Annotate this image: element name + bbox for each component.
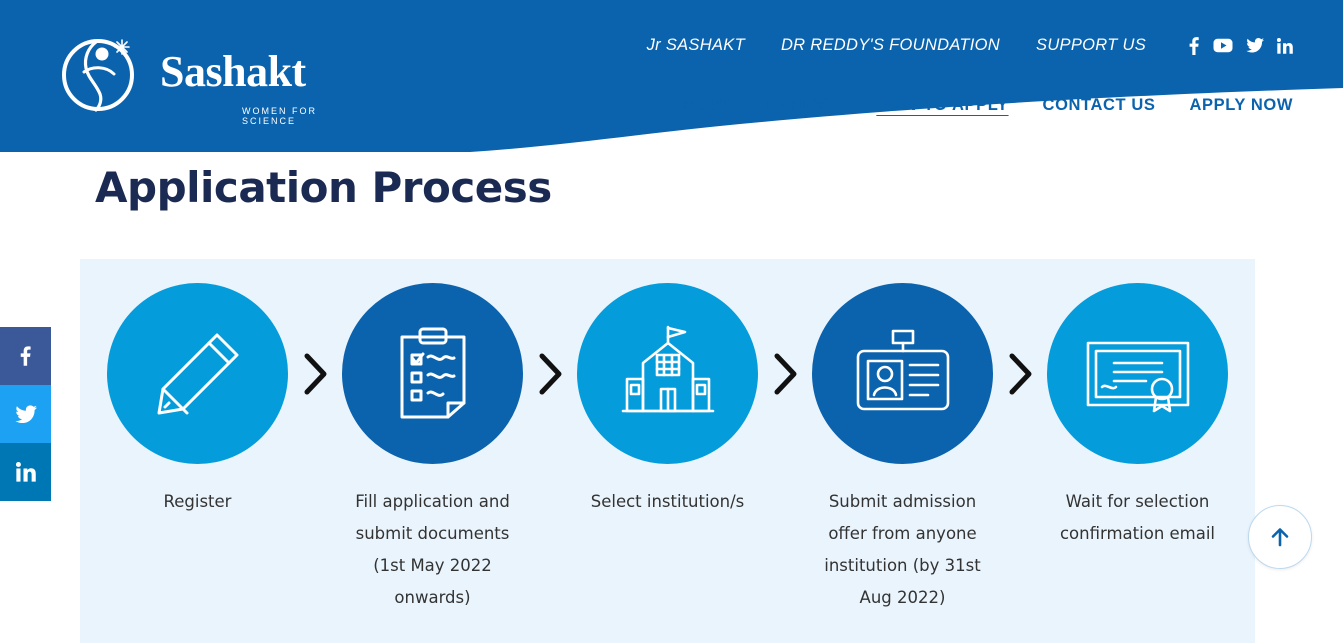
rail-linkedin[interactable]	[0, 443, 51, 501]
top-nav	[647, 36, 1293, 55]
step-icon-circle	[107, 283, 288, 464]
chevron-right-icon	[537, 353, 563, 395]
process-step	[1046, 283, 1229, 550]
pencil-icon	[143, 319, 253, 429]
logo-tagline: WOMEN FOR SCIENCE	[242, 106, 317, 126]
application-process-panel	[80, 259, 1255, 643]
chevron-right-icon	[1007, 353, 1033, 395]
sashakt-logo-icon	[44, 32, 154, 118]
nav-donors[interactable]: DONORS	[766, 96, 843, 114]
page-title: Application Process	[95, 163, 552, 212]
site-logo[interactable]	[44, 24, 344, 124]
step-icon-circle	[577, 283, 758, 464]
process-step	[341, 283, 524, 614]
youtube-icon[interactable]	[1213, 38, 1233, 53]
scroll-to-top-button[interactable]	[1248, 505, 1312, 569]
social-share-rail	[0, 327, 51, 501]
top-nav-dr-reddys-foundation[interactable]: DR REDDY'S FOUNDATION	[780, 36, 1001, 54]
school-building-icon	[609, 319, 727, 429]
step-label: Fill application and submit documents (1st May 2022 onwards)	[355, 492, 510, 607]
step-separator	[994, 283, 1046, 464]
process-step	[576, 283, 759, 518]
nav-about[interactable]: ABOUT	[670, 96, 733, 114]
linkedin-icon	[16, 462, 36, 482]
nav-contact-us[interactable]: CONTACT US	[1042, 96, 1156, 114]
process-step	[106, 283, 289, 518]
step-separator	[524, 283, 576, 464]
chevron-right-icon	[302, 353, 328, 395]
process-step	[811, 283, 994, 614]
twitter-icon[interactable]	[1246, 38, 1264, 53]
id-card-icon	[844, 319, 962, 429]
clipboard-checklist-icon	[378, 319, 488, 429]
twitter-icon	[15, 405, 37, 424]
chevron-right-icon	[772, 353, 798, 395]
header-social-links	[1188, 37, 1293, 55]
process-steps	[80, 283, 1255, 614]
top-nav-jr-sashakt[interactable]: Jr SASHAKT	[646, 36, 745, 54]
rail-twitter[interactable]	[0, 385, 51, 443]
nav-how-to-apply[interactable]: HOW TO APPLY	[876, 96, 1009, 114]
rail-facebook[interactable]	[0, 327, 51, 385]
main-nav	[671, 96, 1293, 115]
step-label: Wait for selection confirmation email	[1059, 492, 1216, 543]
top-nav-support-us[interactable]: SUPPORT US	[1036, 36, 1146, 54]
facebook-icon	[19, 345, 32, 367]
step-separator	[759, 283, 811, 464]
linkedin-icon[interactable]	[1277, 38, 1293, 54]
step-label: Select institution/s	[590, 492, 745, 511]
step-separator	[289, 283, 341, 464]
step-icon-circle	[342, 283, 523, 464]
step-icon-circle	[812, 283, 993, 464]
facebook-icon[interactable]	[1188, 37, 1200, 55]
certificate-icon	[1076, 319, 1200, 429]
site-header	[0, 0, 1343, 155]
step-label: Register	[163, 492, 232, 511]
logo-wordmark: Sashakt	[160, 47, 306, 96]
nav-apply-now[interactable]: APPLY NOW	[1189, 96, 1293, 114]
arrow-up-icon	[1267, 524, 1293, 550]
step-icon-circle	[1047, 283, 1228, 464]
step-label: Submit admission offer from anyone institution (by 31st Aug 2022)	[824, 492, 981, 607]
